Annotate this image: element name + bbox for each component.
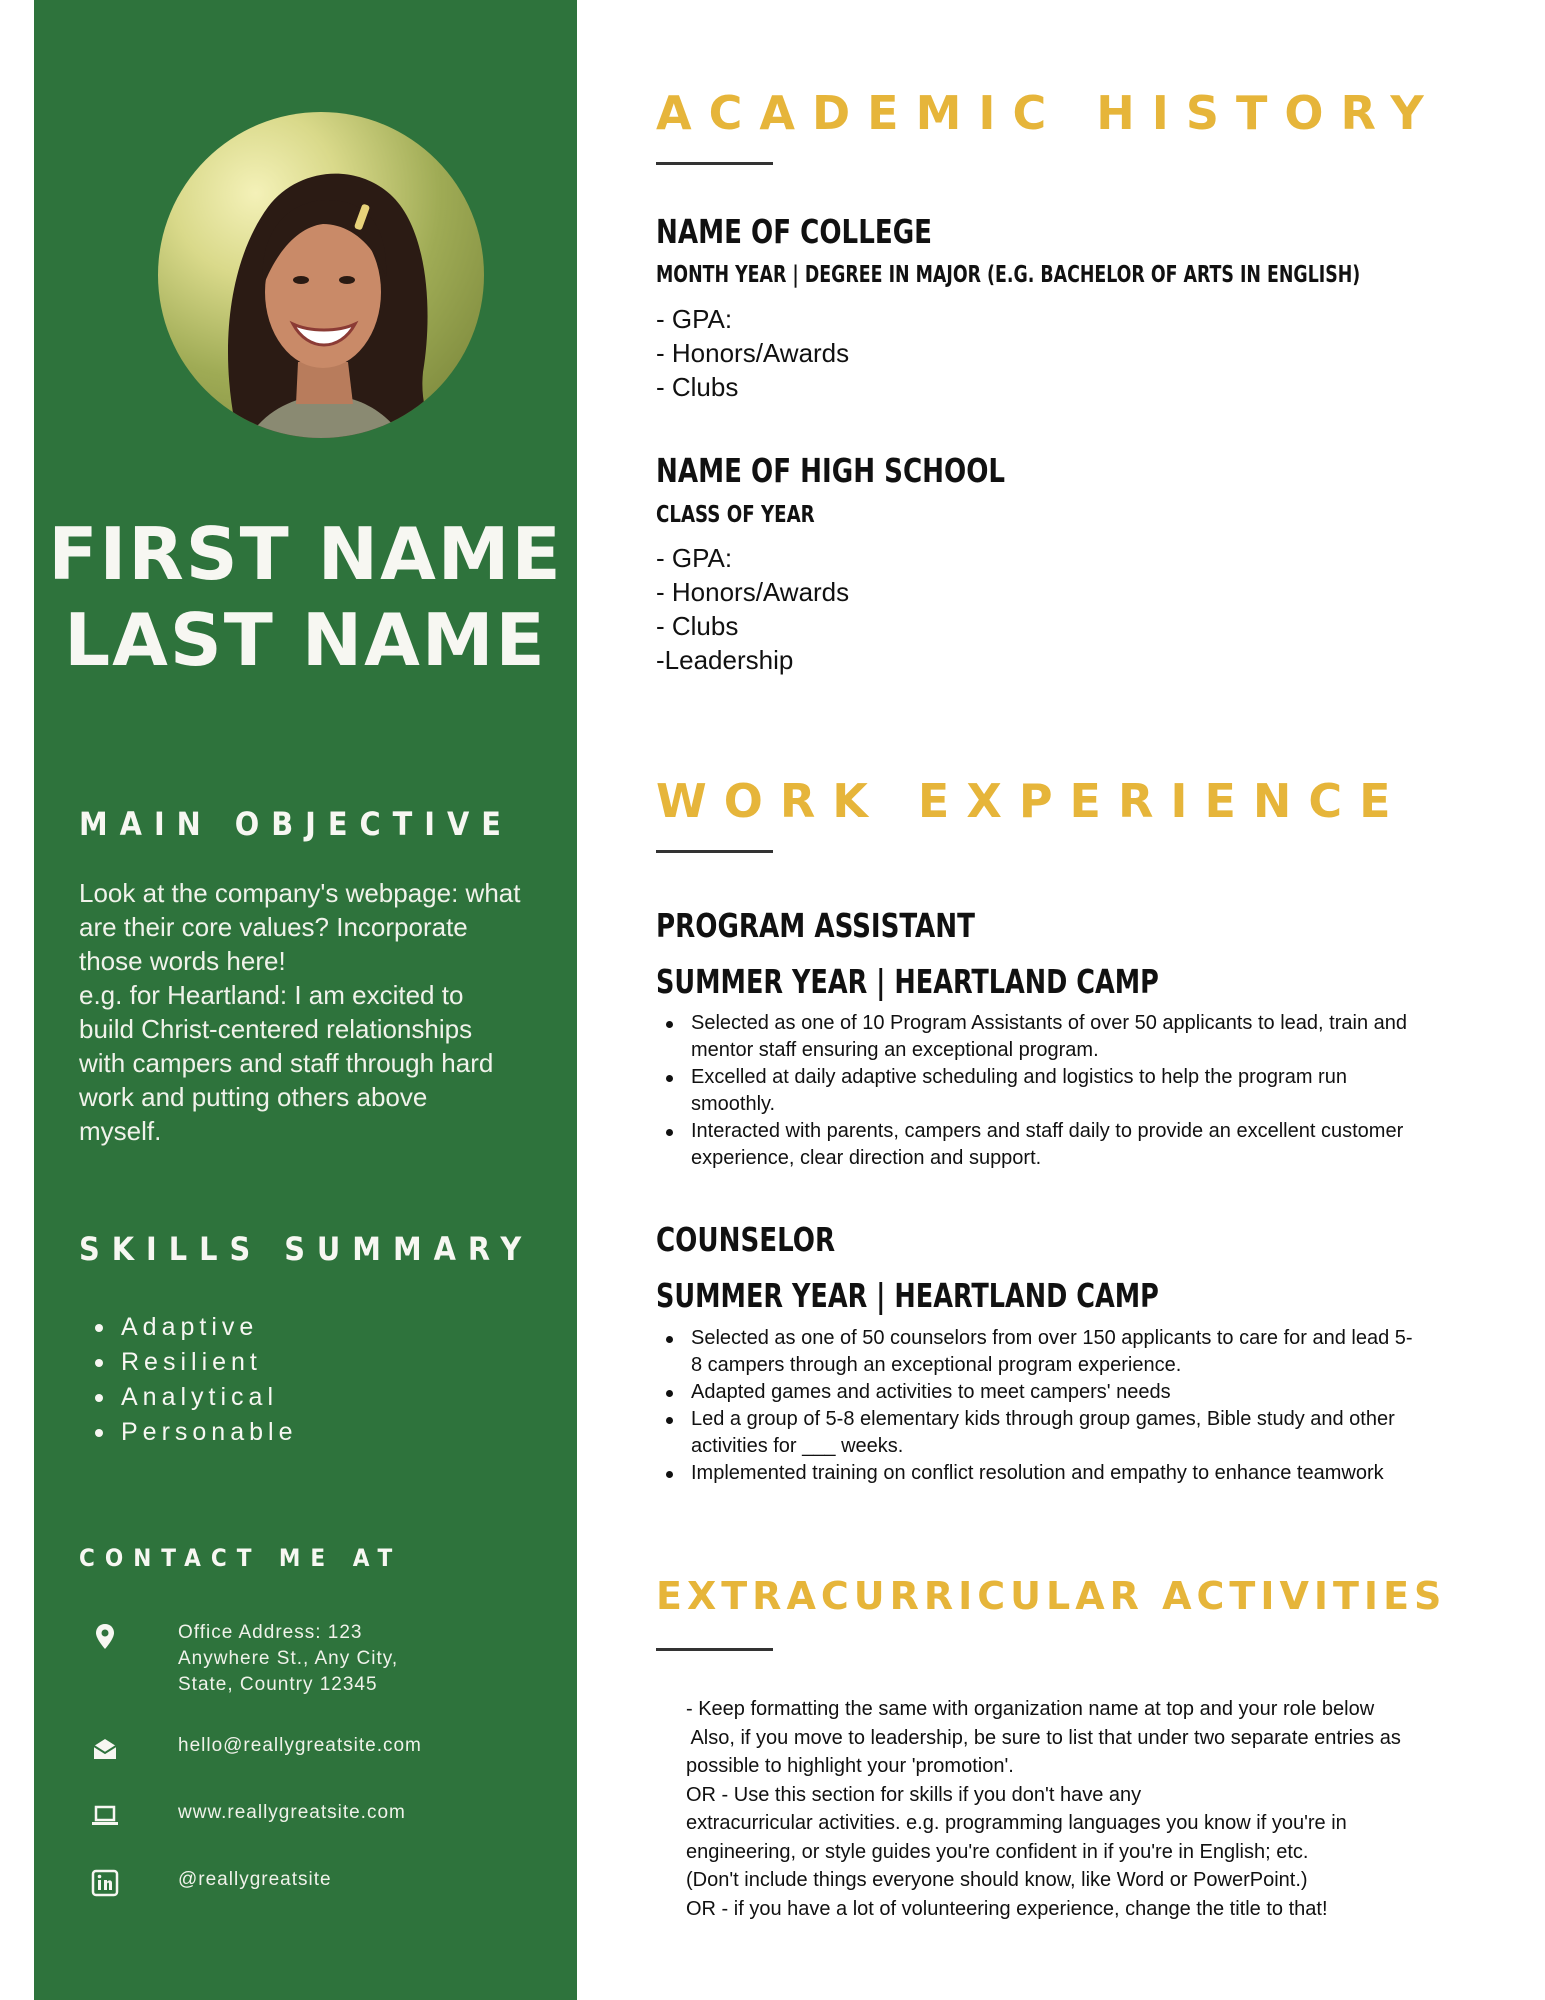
job-bullets — [656, 1010, 1456, 1172]
job-bullet: Implemented training on conflict resolution and empathy to enhance teamwork — [656, 1460, 1456, 1487]
laptop-icon — [91, 1802, 119, 1830]
extracurricular-line: possible to highlight your 'promotion'. — [686, 1755, 1014, 1777]
linkedin-icon — [91, 1869, 119, 1897]
academic-history-heading: ACADEMIC HISTORY — [656, 86, 1441, 140]
job-bullet: Adapted games and activities to meet campers' needs — [656, 1379, 1456, 1406]
skills-list — [79, 1310, 297, 1450]
high-school-detail: - Clubs — [656, 611, 739, 641]
objective-line: build Christ-centered relationships — [79, 1014, 473, 1044]
section-divider — [656, 1648, 773, 1651]
profile-photo — [158, 112, 484, 438]
objective-line: with campers and staff through hard — [79, 1048, 494, 1078]
extracurricular-line: engineering, or style guides you're confident in if you're in English; etc. — [686, 1840, 1309, 1863]
last-name: LAST NAME — [64, 598, 547, 682]
college-detail: - GPA: — [656, 304, 733, 334]
address-line: State, Country 12345 — [178, 1674, 378, 1695]
address-line: Anywhere St., Any City, — [178, 1648, 399, 1669]
location-pin-icon — [91, 1622, 119, 1650]
job-subtitle: SUMMER YEAR | HEARTLAND CAMP — [656, 1276, 1159, 1315]
extracurricular-line: OR - Use this section for skills if you don't have any — [686, 1783, 1142, 1806]
skill-item: Analytical — [79, 1380, 297, 1415]
high-school-subtitle: CLASS OF YEAR — [656, 502, 815, 528]
high-school-details — [656, 541, 849, 677]
college-subtitle: MONTH YEAR | DEGREE IN MAJOR (E.G. BACHELOR OF ARTS IN ENGLISH) — [656, 262, 1361, 288]
job-bullet: Led a group of 5-8 elementary kids through group games, Bible study and other activities for ___ weeks. — [656, 1406, 1456, 1460]
address-line: Office Address: 123 — [178, 1622, 363, 1643]
high-school-detail: - GPA: — [656, 543, 733, 573]
job-title: COUNSELOR — [656, 1220, 836, 1259]
objective-heading: MAIN OBJECTIVE — [79, 805, 513, 843]
job-bullet: Selected as one of 50 counselors from over 150 applicants to care for and lead 5- 8 campers through an exceptional program experience. — [656, 1325, 1456, 1379]
objective-line: those words here! — [79, 946, 286, 976]
skill-item: Adaptive — [79, 1310, 297, 1345]
contact-heading: CONTACT ME AT — [79, 1544, 403, 1572]
skills-heading: SKILLS SUMMARY — [79, 1230, 534, 1268]
extracurricular-line: Also, if you move to leadership, be sure to list that under two separate entries as — [686, 1726, 1401, 1749]
extracurricular-text — [686, 1695, 1466, 1923]
objective-line: myself. — [79, 1116, 162, 1146]
job-title: PROGRAM ASSISTANT — [656, 906, 975, 945]
section-divider — [656, 162, 773, 165]
work-experience-heading: WORK EXPERIENCE — [656, 774, 1408, 828]
high-school-name: NAME OF HIGH SCHOOL — [656, 451, 1006, 490]
extracurricular-line: extracurricular activities. e.g. programming languages you know if you're in — [686, 1812, 1347, 1834]
extracurricular-line: (Don't include things everyone should know, like Word or PowerPoint.) — [686, 1869, 1308, 1891]
first-name: FIRST NAME — [48, 512, 563, 596]
objective-line: e.g. for Heartland: I am excited to — [79, 980, 464, 1010]
job-bullet: Excelled at daily adaptive scheduling and logistics to help the program run smoothly. — [656, 1064, 1456, 1118]
college-details — [656, 302, 849, 404]
objective-text — [79, 876, 549, 1148]
high-school-detail: -Leadership — [656, 645, 794, 675]
extracurricular-line: - Keep formatting the same with organization name at top and your role below — [686, 1698, 1375, 1720]
website-link[interactable]: www.reallygreatsite.com — [178, 1802, 406, 1823]
job-bullet: Selected as one of 10 Program Assistants of over 50 applicants to lead, train and mentor staff ensuring an exceptional program. — [656, 1010, 1456, 1064]
skill-item: Personable — [79, 1415, 297, 1450]
college-detail: - Honors/Awards — [656, 338, 850, 368]
objective-line: Look at the company's webpage: what — [79, 878, 521, 908]
job-subtitle: SUMMER YEAR | HEARTLAND CAMP — [656, 962, 1159, 1001]
extracurricular-line: OR - if you have a lot of volunteering experience, change the title to that! — [686, 1897, 1328, 1920]
sidebar — [34, 0, 577, 2000]
extracurricular-heading: EXTRACURRICULAR ACTIVITIES — [656, 1574, 1447, 1618]
job-bullets — [656, 1325, 1456, 1487]
college-detail: - Clubs — [656, 372, 739, 402]
email-link[interactable]: hello@reallygreatsite.com — [178, 1735, 422, 1756]
job-bullet: Interacted with parents, campers and staff daily to provide an excellent customer experience, clear direction and support. — [656, 1118, 1456, 1172]
objective-line: work and putting others above — [79, 1082, 428, 1112]
envelope-icon — [91, 1735, 119, 1763]
high-school-detail: - Honors/Awards — [656, 577, 850, 607]
section-divider — [656, 850, 773, 853]
skill-item: Resilient — [79, 1345, 297, 1380]
objective-line: are their core values? Incorporate — [79, 912, 468, 942]
college-name: NAME OF COLLEGE — [656, 212, 933, 251]
social-handle[interactable]: @reallygreatsite — [178, 1869, 332, 1890]
